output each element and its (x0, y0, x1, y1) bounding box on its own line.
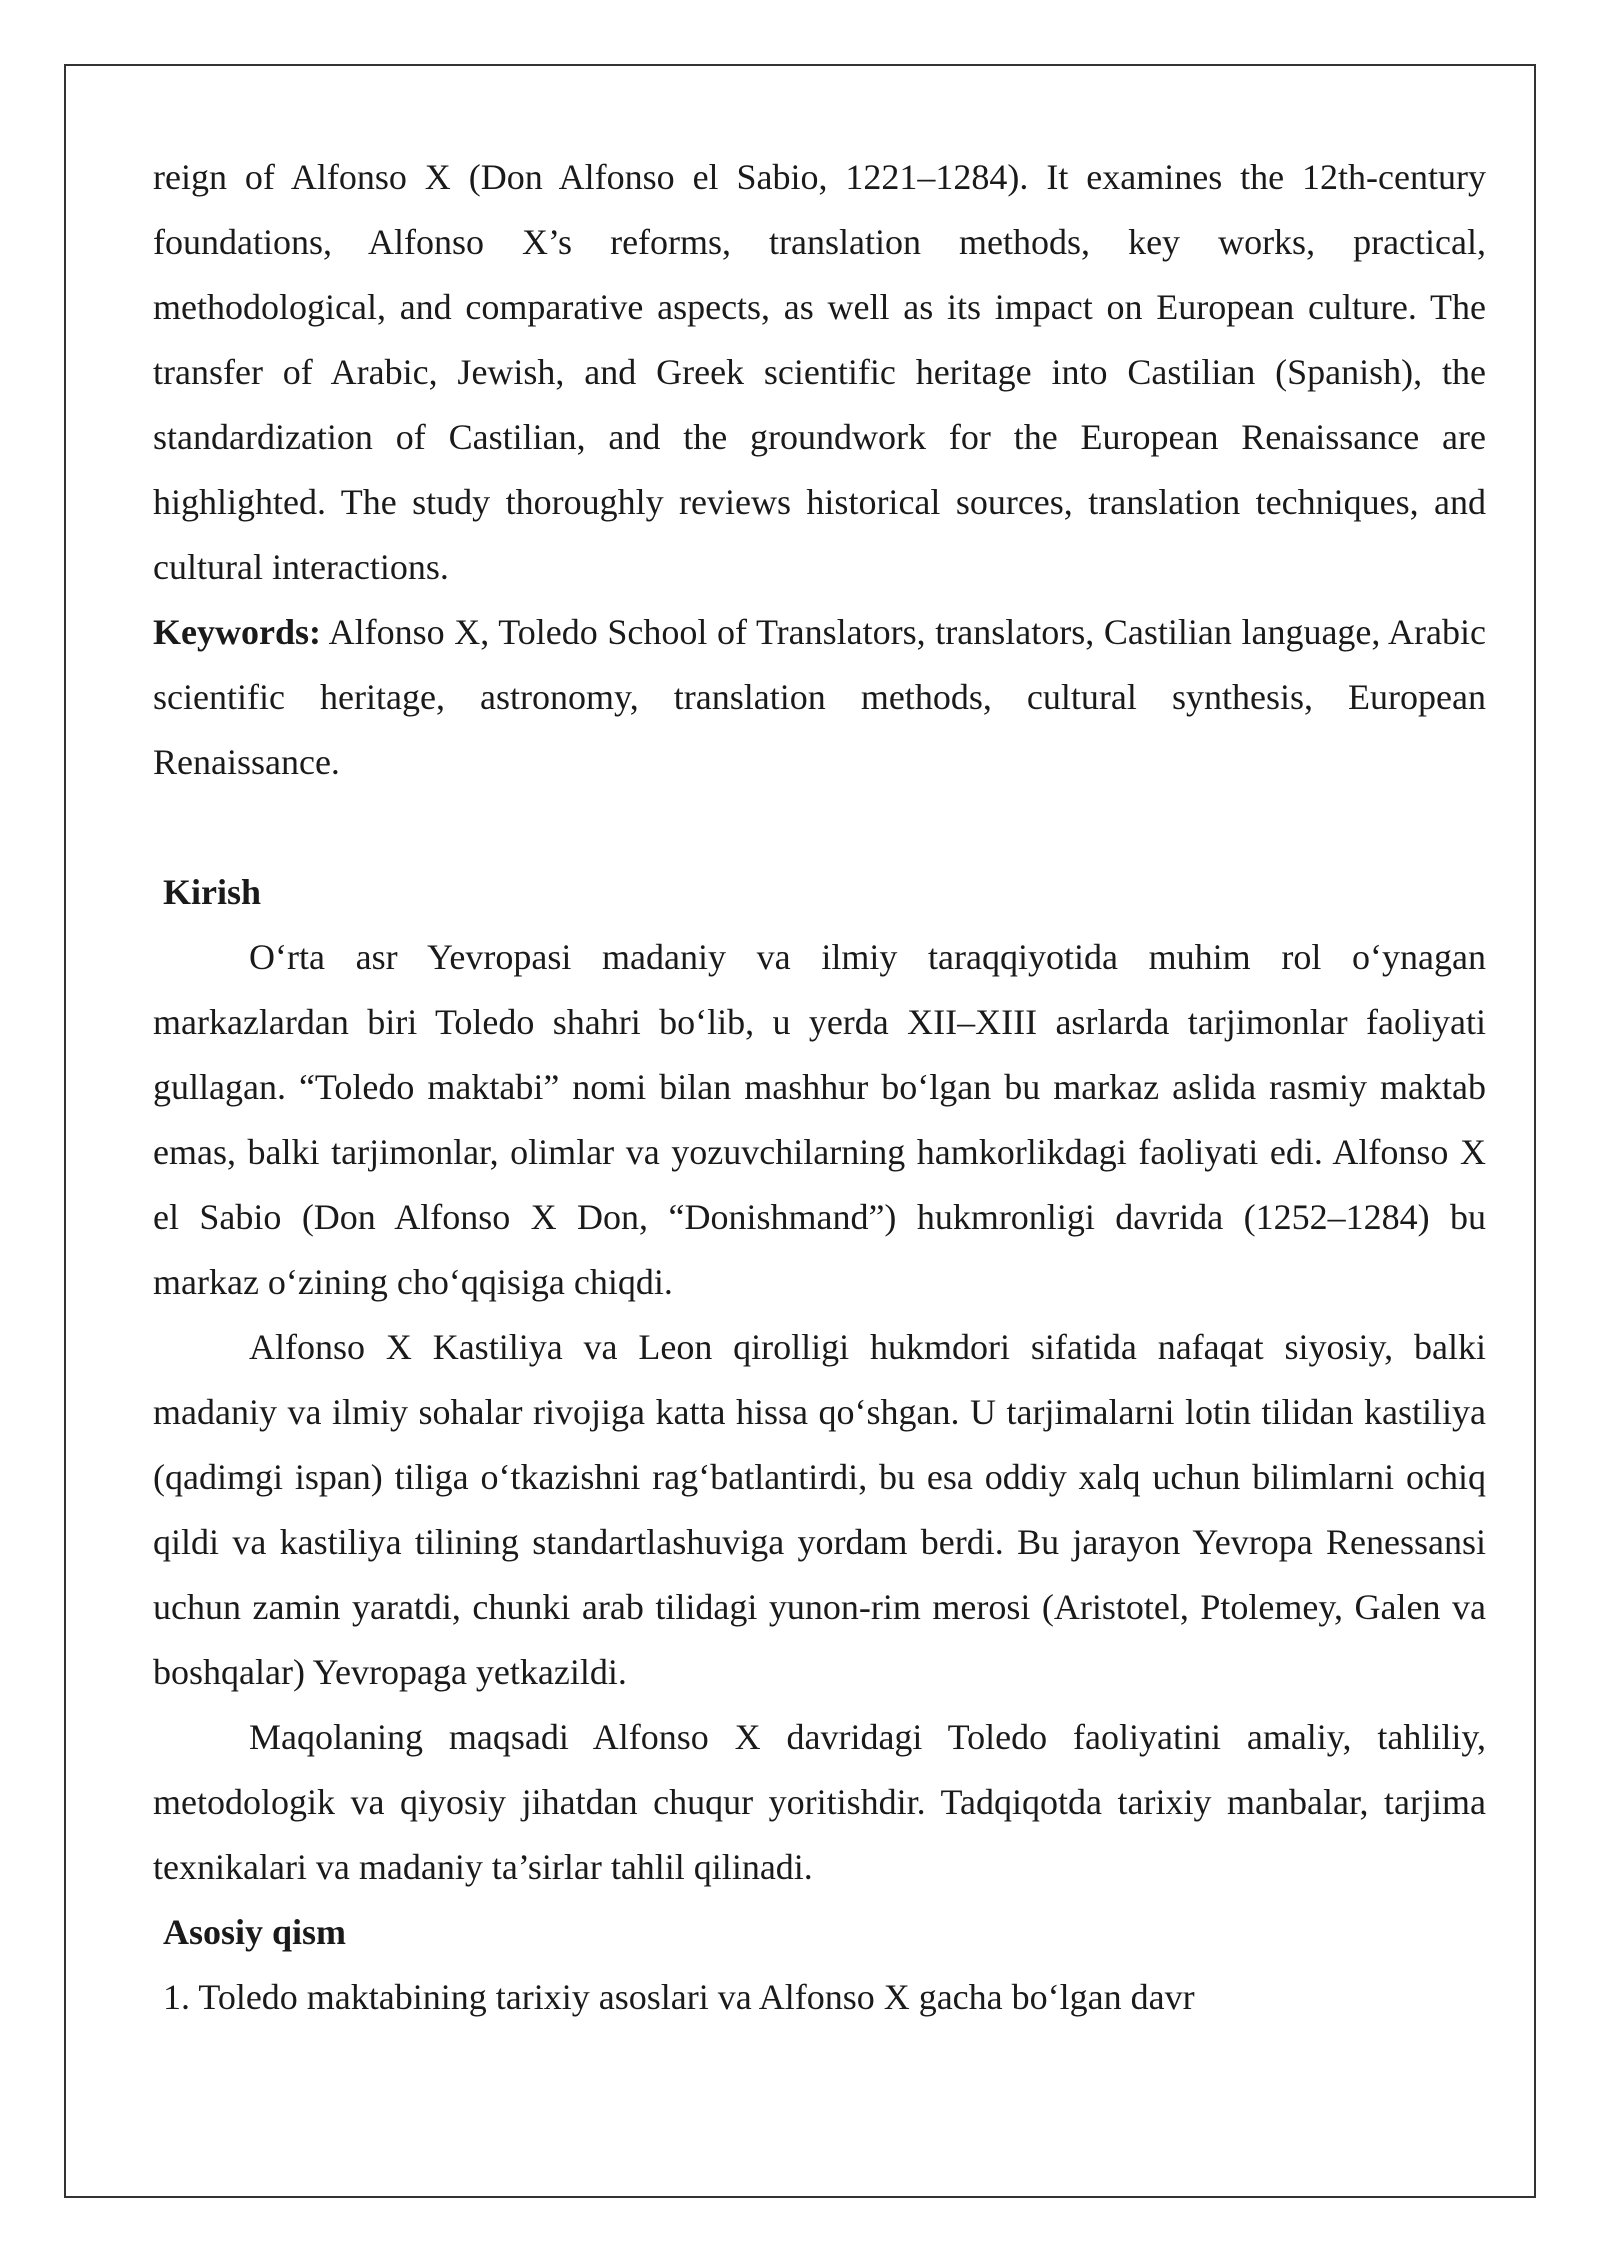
section-heading-intro: Kirish (163, 872, 262, 912)
spacer (153, 795, 1486, 860)
document-body (153, 145, 1486, 2030)
intro-paragraph-1: O‘rta asr Yevropasi madaniy va ilmiy taraqqiyotida muhim rol o‘ynagan markazlardan biri Toledo shahri bo‘lib, u yerda XII–XIII asrlarda tarjimonlar faoliyati gullagan. “Toledo maktabi” nomi bilan mashhur bo‘lgan bu markaz aslida rasmiy maktab emas, balki tarjimonlar, olimlar va yozuvchilarning hamkorlikdagi faoliyati edi. Alfonso X el Sabio (Don Alfonso X Don, “Donishmand”) hukmronligi davrida (1252–1284) bu markaz o‘zining cho‘qqisiga chiqdi. (153, 937, 1486, 1302)
keywords-text: Alfonso X, Toledo School of Translators, translators, Castilian language, Arabic scientific heritage, astronomy, translation methods, cultural synthesis, European Renaissance. (153, 612, 1486, 782)
section-heading-main: Asosiy qism (163, 1912, 347, 1952)
abstract-paragraph: reign of Alfonso X (Don Alfonso el Sabio, 1221–1284). It examines the 12th-century foundations, Alfonso X’s reforms, translation methods, key works, practical, methodological, and comparative aspects, as well as its impact on European culture. The transfer of Arabic, Jewish, and Greek scientific heritage into Castilian (Spanish), the standardization of Castilian, and the groundwork for the European Renaissance are highlighted. The study thoroughly reviews historical sources, translation techniques, and cultural interactions. (153, 157, 1486, 587)
intro-paragraph-3: Maqolaning maqsadi Alfonso X davridagi Toledo faoliyatini amaliy, tahliliy, metodologik va qiyosiy jihatdan chuqur yoritishdir. Tadqiqotda tarixiy manbalar, tarjima texnikalari va madaniy ta’sirlar tahlil qilinadi. (153, 1717, 1486, 1887)
keywords-paragraph (153, 600, 1486, 795)
intro-paragraph-2: Alfonso X Kastiliya va Leon qirolligi hukmdori sifatida nafaqat siyosiy, balki madaniy va ilmiy sohalar rivojiga katta hissa qo‘shgan. U tarjimalarni lotin tilidan kastiliya (qadimgi ispan) tiliga o‘tkazishni rag‘batlantirdi, bu esa oddiy xalq uchun bilimlarni ochiq qildi va kastiliya tilining standartlashuviga yordam berdi. Bu jarayon Yevropa Renessansi uchun zamin yaratdi, chunki arab tilidagi yunon-rim merosi (Aristotel, Ptolemey, Galen va boshqalar) Yevropaga yetkazildi. (153, 1327, 1486, 1692)
keywords-label: Keywords: (153, 612, 321, 652)
subsection-heading-1: 1. Toledo maktabining tarixiy asoslari va Alfonso X gacha bo‘lgan davr (163, 1977, 1195, 2017)
